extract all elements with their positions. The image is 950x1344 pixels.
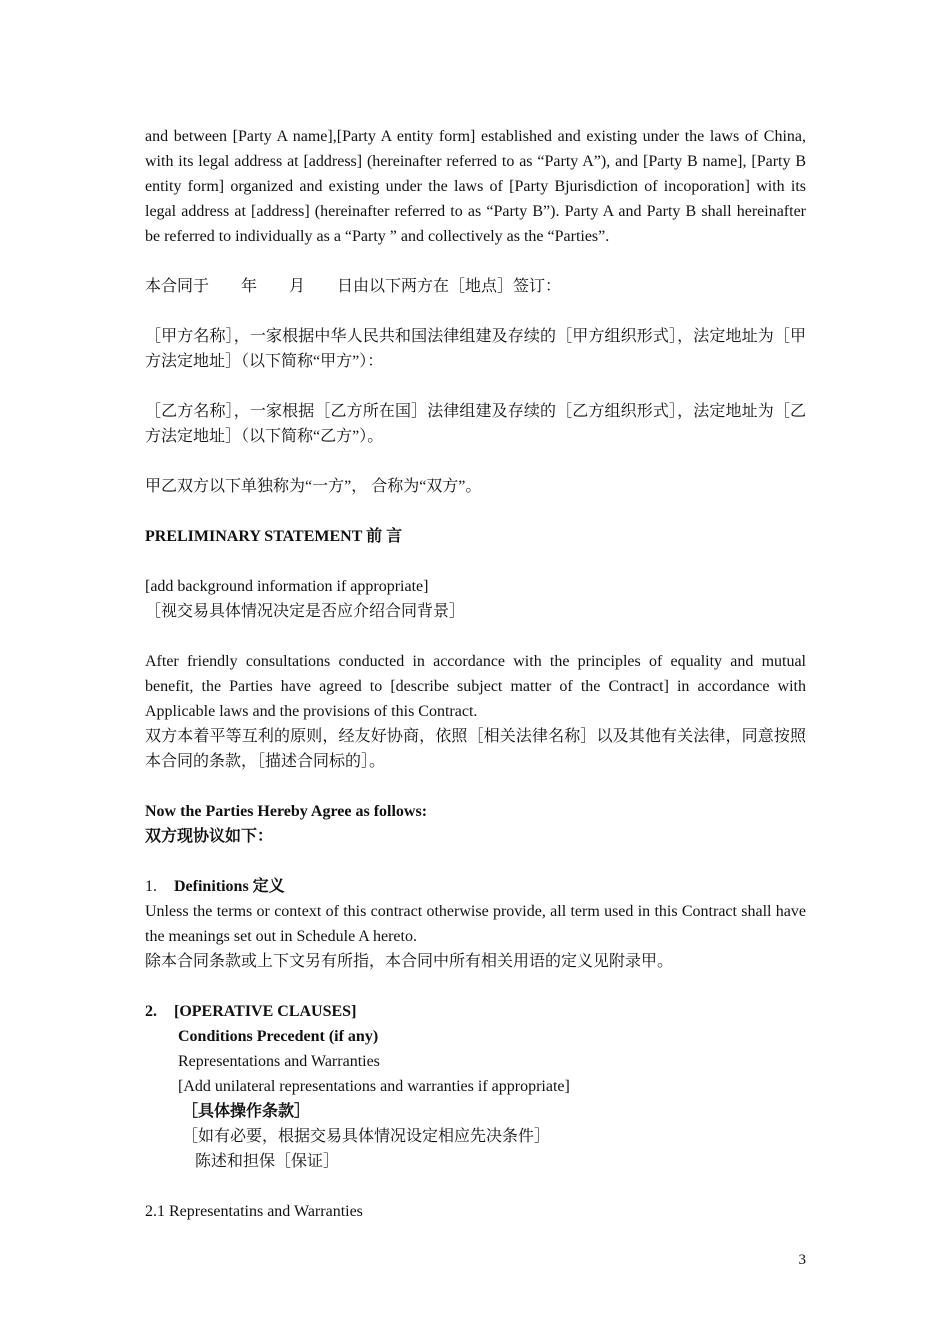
operative-clauses-chinese: ［具体操作条款］ (182, 1103, 311, 1120)
section-1-title: Definitions 定义 (174, 878, 285, 895)
document-body (145, 124, 806, 1224)
agreement-english-heading: Now the Parties Hereby Agree as follows: (145, 803, 428, 820)
section-1-number: 1. (145, 878, 157, 895)
intro-chinese-date-line: 本合同于 年 月 日由以下两方在［地点］签订： (145, 278, 562, 295)
background-english: [add background information if appropriate] (145, 578, 429, 595)
intro-english-paragraph: and between [Party A name],[Party A entity form] established and existing under the laws of China, with its legal address at [address] (hereinafter referred to as “Party A”), and [Party B name], [Party B entity form] organized and existing under the laws of [Party Bjurisdiction of incoporation] with its legal address at [address] (hereinafter referred to as “Party B”). Party A and Party B shall hereinafter be referred to individually as a “Party ” and collectively as the “Parties”. (145, 128, 806, 245)
party-a-chinese-paragraph: ［甲方名称］，一家根据中华人民共和国法律组建及存续的［甲方组织形式］，法定地址为［甲方法定地址］（以下简称“甲方”）： (145, 328, 806, 370)
representations-chinese: 陈述和担保［保证］ (195, 1153, 340, 1170)
consultation-chinese-paragraph: 双方本着平等互利的原则，经友好协商，依照［相关法律名称］以及其他有关法律，同意按照本合同的条款，［描述合同标的］。 (145, 728, 806, 770)
preliminary-statement-heading: PRELIMINARY STATEMENT 前 言 (145, 528, 403, 545)
parties-chinese-paragraph: 甲乙双方以下单独称为“一方”， 合称为“双方”。 (145, 478, 482, 495)
section-2-number: 2. (145, 1003, 157, 1020)
section-1-heading (145, 874, 806, 899)
add-representations-english: [Add unilateral representations and warranties if appropriate] (178, 1078, 570, 1095)
representations-english: Representations and Warranties (178, 1053, 380, 1070)
section-1-chinese-text: 除本合同条款或上下文另有所指，本合同中所有相关用语的定义见附录甲。 (145, 953, 674, 970)
page-number: 3 (798, 1252, 806, 1268)
conditions-precedent-english: Conditions Precedent (if any) (178, 1028, 379, 1045)
section-1-english-text: Unless the terms or context of this contract otherwise provide, all term used in this Contract shall have the meanings set out in Schedule A hereto. (145, 903, 806, 945)
consultation-english-paragraph: After friendly consultations conducted in accordance with the principles of equality and mutual benefit, the Parties have agreed to [describe subject matter of the Contract] in accordance with Applicable laws and the provisions of this Contract. (145, 653, 806, 720)
section-2-1-heading: 2.1 Representatins and Warranties (145, 1203, 363, 1220)
section-2-heading (145, 999, 806, 1024)
background-chinese: ［视交易具体情况决定是否应介绍合同背景］ (145, 603, 466, 620)
party-b-chinese-paragraph: ［乙方名称］，一家根据［乙方所在国］法律组建及存续的［乙方组织形式］，法定地址为［乙方法定地址］（以下简称“乙方”）。 (145, 403, 806, 445)
section-2-title: [OPERATIVE CLAUSES] (174, 1003, 357, 1020)
agreement-chinese-heading: 双方现协议如下： (145, 828, 274, 845)
conditions-precedent-chinese: ［如有必要，根据交易具体情况设定相应先决条件］ (182, 1128, 551, 1145)
